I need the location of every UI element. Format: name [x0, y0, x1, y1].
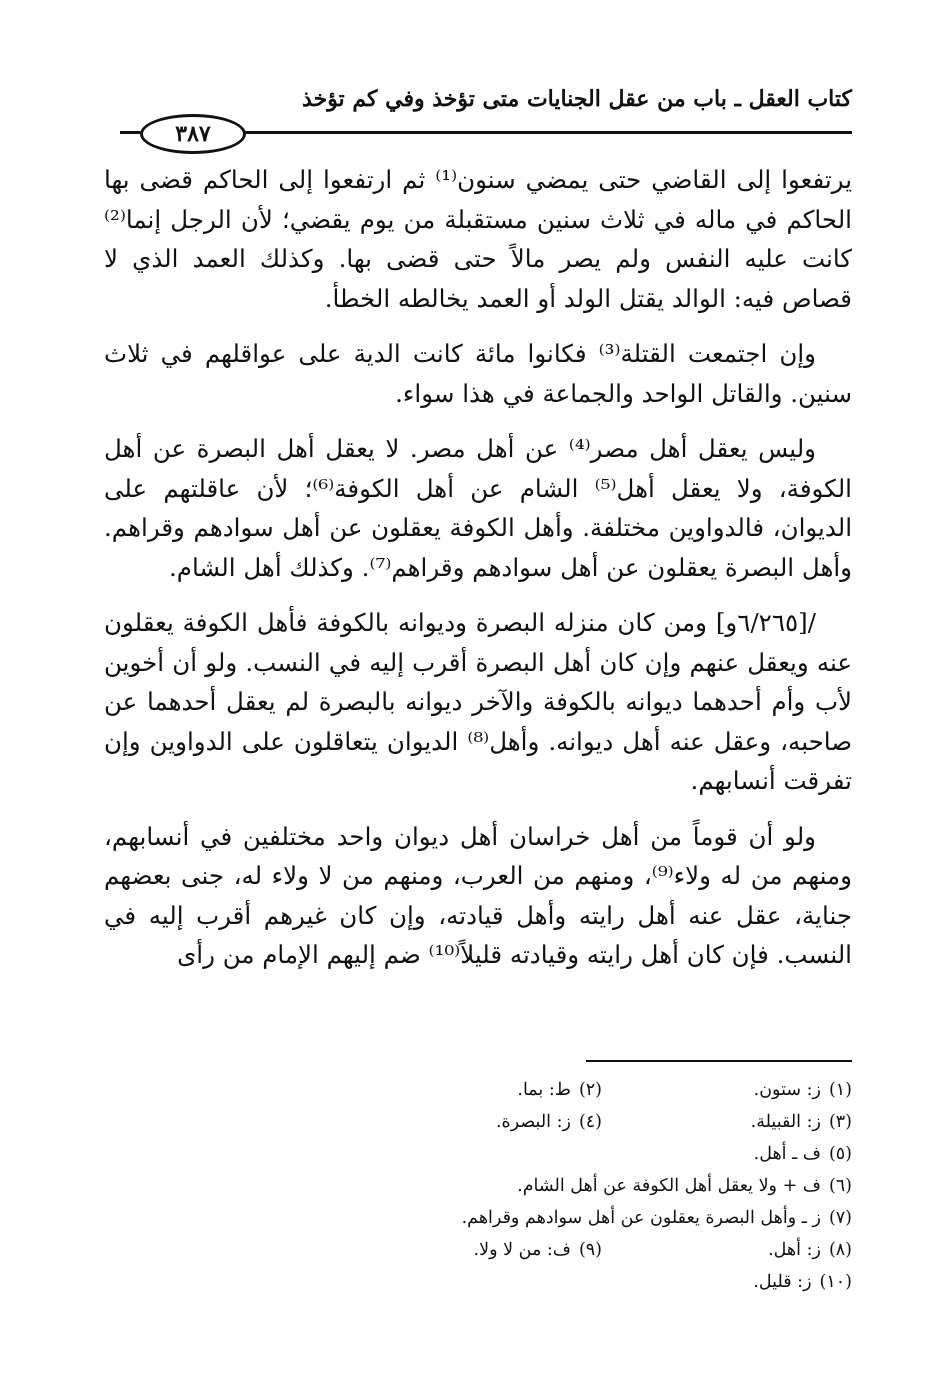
footnote-number: (١) [828, 1080, 852, 1100]
footnote-row [270, 1234, 852, 1266]
footnote-number: (٩) [578, 1240, 602, 1260]
footnote [462, 1202, 852, 1234]
footnote-number: (٦) [828, 1176, 852, 1196]
main-text [104, 160, 852, 991]
footnote-text: ز: البصرة. [495, 1112, 571, 1132]
running-title: كتاب العقل ـ باب من عقل الجنايات متى تؤخذ وفي كم تؤخذ [302, 86, 852, 112]
footnote-text: ز: ستون. [753, 1080, 821, 1100]
footnote [753, 1266, 852, 1298]
paragraph: وإن اجتمعت القتلة⁽³⁾ فكانوا مائة كانت الدية على عواقلهم في ثلاث سنين. والقاتل الواحد والجماعة في هذا سواء. [104, 339, 852, 408]
footnote [602, 1106, 852, 1138]
footnote [602, 1234, 852, 1266]
running-header [120, 86, 852, 147]
footnotes [270, 1074, 852, 1298]
footnote-separator [586, 1060, 852, 1062]
footnote-text: ز ـ وأهل البصرة يعقلون عن أهل سوادهم وقراهم. [461, 1208, 821, 1228]
footnote-number: (٨) [828, 1240, 852, 1260]
footnote-number: (٢) [578, 1080, 602, 1100]
footnote [474, 1234, 602, 1266]
footnote-text: ف + ولا يعقل أهل الكوفة عن أهل الشام. [517, 1176, 821, 1196]
footnote-number: (٤) [578, 1112, 602, 1132]
footnote [496, 1106, 602, 1138]
footnote-row [270, 1138, 852, 1170]
footnote-number: (٧) [828, 1208, 852, 1228]
footnote-text: ز: أهل. [768, 1240, 821, 1260]
footnote-row [270, 1074, 852, 1106]
footnote-text: ط: بما. [517, 1080, 571, 1100]
paragraph: وليس يعقل أهل مصر⁽⁴⁾ عن أهل مصر. لا يعقل أهل البصرة عن أهل الكوفة، ولا يعقل أهل⁽⁵⁾ الشام عن أهل الكوفة⁽⁶⁾؛ لأن عاقلتهم على الديوان، فالدواوين مختلفة. وأهل الكوفة يعقلون عن أهل سوادهم وقراهم. وأهل البصرة يعقلون عن أهل سوادهم وقراهم⁽⁷⁾. وكذلك أهل الشام. [104, 434, 852, 582]
paragraph: ولو أن قوماً من أهل خراسان أهل ديوان واحد مختلفين في أنسابهم، ومنهم من له ولاء⁽⁹⁾، ومنهم من العرب، ومنهم من لا ولاء له، جنى بعضهم جناية، عقل عنه أهل رايته وأهل قيادته، وإن كان غيرهم أقرب إليه في النسب. فإن كان أهل رايته وقيادته قليلاً⁽¹⁰⁾ ضم إليهم الإمام من رأى [104, 821, 852, 969]
footnote-text: ف: من لا ولا. [473, 1240, 571, 1260]
footnote-number: (٣) [828, 1112, 852, 1132]
footnote-text: ف ـ أهل. [753, 1144, 821, 1164]
footnote-text: ز: قليل. [753, 1272, 812, 1292]
footnote-row [270, 1170, 852, 1202]
paragraph: يرتفعوا إلى القاضي حتى يمضي سنون⁽¹⁾ ثم ارتفعوا إلى الحاكم قضى بها الحاكم في ماله في ثلاث سنين مستقبلة من يوم يقضي؛ لأن الرجل إنما⁽²⁾ كانت عليه النفس ولم يصر مالاً حتى قضى بها. وكذلك العمد الذي لا قصاص فيه: الوالد يقتل الولد أو العمد يخالطه الخطأ. [104, 165, 853, 313]
page-number: ٣٨٧ [140, 114, 246, 154]
footnote [602, 1074, 852, 1106]
footnote-number: (١٠) [819, 1272, 852, 1292]
paragraph: /[٦/٢٦٥و] ومن كان منزله البصرة وديوانه بالكوفة فأهل الكوفة يعقلون عنه ويعقل عنهم وإن كان أهل البصرة أقرب إليه في النسب. ولو أن أخوين لأب وأم أحدهما ديوانه بالكوفة والآخر ديوانه بالبصرة لم يعقل أحدهما عن صاحبه، وعقل عنه أهل ديوانه. وأهل⁽⁸⁾ الديوان يتعاقلون على الدواوين وإن تفرقت أنسابهم. [104, 608, 852, 795]
footnote [517, 1074, 602, 1106]
footnote-row [270, 1266, 852, 1298]
footnote-number: (٥) [828, 1144, 852, 1164]
footnote-row [270, 1202, 852, 1234]
footnote [517, 1170, 852, 1202]
footnote-text: ز: القبيلة. [750, 1112, 821, 1132]
footnote-row [270, 1106, 852, 1138]
footnote [754, 1138, 852, 1170]
